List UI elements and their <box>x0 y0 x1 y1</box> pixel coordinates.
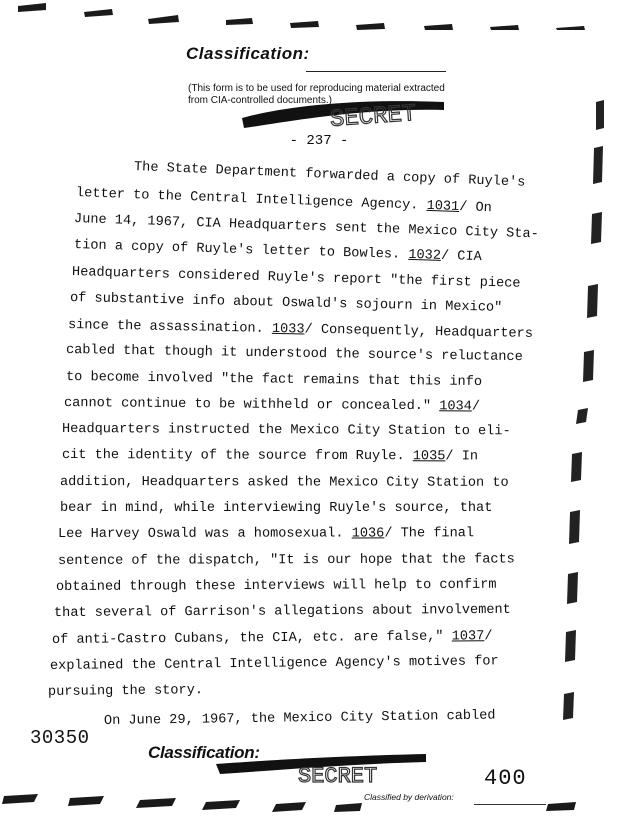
body-text-run: / <box>471 399 481 415</box>
body-line <box>54 603 511 621</box>
body-text-run: Headquarters considered Ruyle's report "the first piece <box>71 265 521 292</box>
body-text-run: tion a copy of Ruyle's letter to Bowles. <box>73 238 409 263</box>
body-text-run: letter to the Central Intelligence Agency. <box>75 186 427 214</box>
body-text-run: / CIA <box>440 248 482 266</box>
body-line <box>58 526 474 542</box>
body-text-run: / On <box>458 200 493 217</box>
body-line <box>62 422 511 439</box>
footnote-ref: 1032 <box>408 247 442 264</box>
footnote-ref: 1036 <box>351 526 385 542</box>
body-line <box>68 318 533 342</box>
derivation-line <box>474 804 546 805</box>
bottom-stamp-text: SECRET <box>298 764 378 788</box>
body-line <box>52 629 493 648</box>
body-text-run: The State Department forwarded a copy of Ruyle's <box>133 160 526 191</box>
body-text-run: addition, Headquarters asked the Mexico City Station to <box>59 475 509 491</box>
body-line <box>66 370 482 390</box>
body-line <box>74 212 539 242</box>
body-text-run: cannot continue to be withheld or concealed." <box>63 396 440 415</box>
derivation-label: Classified by derivation: <box>364 792 454 802</box>
body-line <box>66 343 523 365</box>
body-text-run: June 14, 1967, CIA Headquarters sent the Mexico City Sta- <box>73 212 539 243</box>
body-text-run: of substantive info about Oswald's sojourn in Mexico" <box>69 291 503 316</box>
bottom-classification-label: Classification: <box>148 743 260 762</box>
body-text-run: of anti-Castro Cubans, the CIA, etc. are false," <box>51 629 452 648</box>
body-line <box>76 186 492 216</box>
top-classification-label: Classification: <box>186 44 310 63</box>
top-stamp-text: SECRET <box>329 100 418 134</box>
body-text-run: cit the identity of the source from Ruyle. <box>61 448 413 465</box>
body-text-run: that several of Garrison's allegations about involvement <box>53 602 511 621</box>
form-note: (This form is to be used for reproducing material extracted from CIA-controlled documents.) <box>188 83 445 106</box>
body-text-run: explained the Central Intelligence Agency's motives for <box>49 654 499 674</box>
body-line <box>134 160 526 191</box>
body-text-run: / <box>484 629 493 645</box>
body-text-run: pursuing the story. <box>47 683 204 700</box>
body-line <box>104 709 496 729</box>
body-text-run: sentence of the dispatch, "It is our hope that the facts <box>57 552 515 569</box>
bottom-page-number: 400 <box>484 766 527 791</box>
page-number-top: - 237 - <box>289 133 349 149</box>
body-line <box>70 291 503 316</box>
body-text-run: obtained through these interviews will help to confirm <box>55 577 497 595</box>
document-id: 30350 <box>30 727 90 749</box>
body-text-run: / In <box>445 449 479 465</box>
body-text-run: bear in mind, while interviewing Ruyle's source, that <box>60 501 493 516</box>
body-text-run: Lee Harvey Oswald was a homosexual. <box>57 526 352 542</box>
body-text-run: since the assassination. <box>67 318 273 337</box>
footnote-ref: 1037 <box>451 629 485 645</box>
body-line <box>72 265 521 292</box>
body-line <box>62 448 478 464</box>
body-line <box>56 578 497 595</box>
body-text-run: / The final <box>384 526 475 542</box>
body-line <box>58 552 515 569</box>
body-line <box>48 683 203 700</box>
body-line <box>50 654 499 674</box>
body-line <box>60 501 492 516</box>
body-text-run: Headquarters instructed the Mexico City Station to eli- <box>61 422 511 440</box>
body-line <box>60 475 509 491</box>
bottom-secret-stamp <box>180 744 430 788</box>
body-text-run: cabled that though it understood the source's reluctance <box>65 343 523 366</box>
footnote-ref: 1031 <box>426 198 460 216</box>
footnote-ref: 1033 <box>271 321 305 338</box>
body-text-run: to become involved "the fact remains that this info <box>65 370 483 391</box>
footnote-ref: 1034 <box>439 399 472 415</box>
footnote-ref: 1035 <box>412 449 446 465</box>
body-text-run: On June 29, 1967, the Mexico City Station cabled <box>103 708 496 729</box>
body-text-run: / Consequently, Headquarters <box>304 322 534 342</box>
body-line <box>64 396 480 415</box>
body-line <box>74 238 482 265</box>
